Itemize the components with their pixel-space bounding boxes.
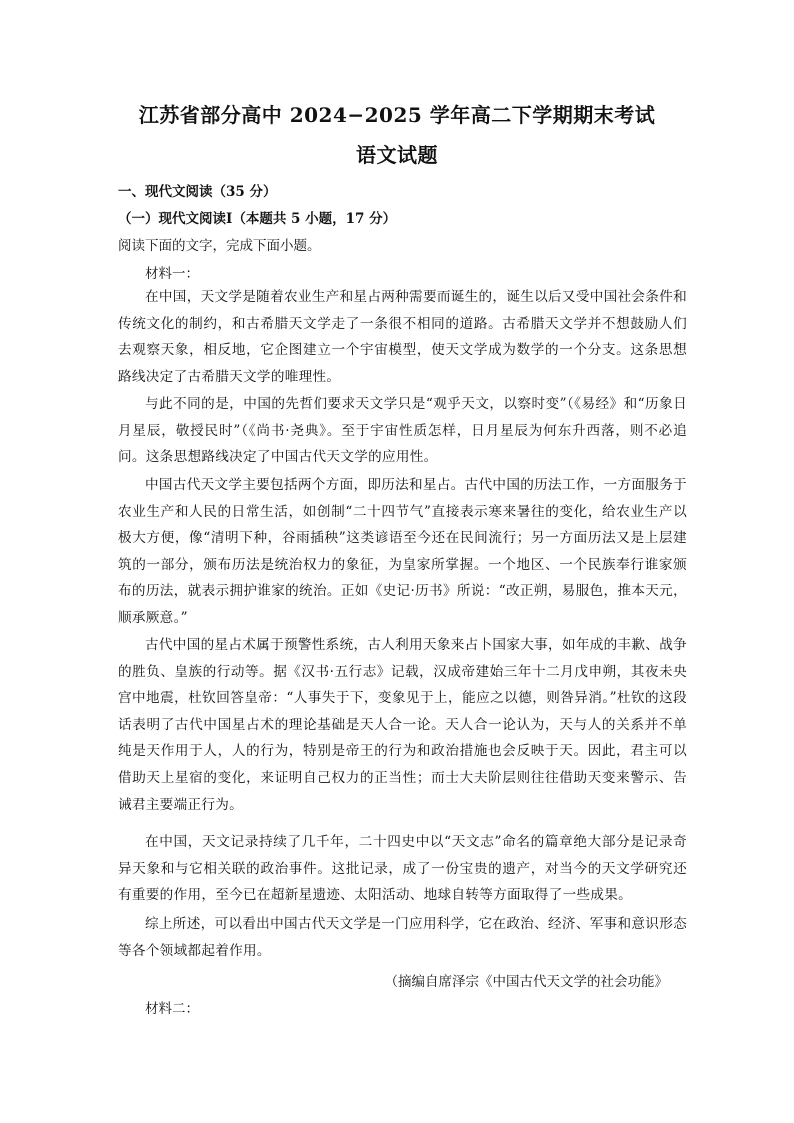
material-one-paragraph-1: 在中国，天文学是随着农业生产和星占两种需要而诞生的，诞生以后又受中国社会条件和传统文化的制约，和古希腊天文学走了一条很不相同的道路。古希腊天文学并不想鼓励人们去观察天象，相反地，它企图建立一个宇宙模型，使天文学成为数学的一个分支。这条思想路线决定了古希腊天文学的唯理性。 bbox=[118, 289, 687, 385]
material-one-paragraph-2: 与此不同的是，中国的先哲们要求天文学只是“观乎天文，以察时变”（《易经》和“历象日月星辰，敬授民时”（《尚书·尧典》。至于宇宙性质怎样，日月星辰为何东升西落，则不必追问。这条思想路线决定了中国古代天文学的应用性。 bbox=[118, 396, 687, 466]
material-one-paragraph-4: 古代中国的星占术属于预警性系统，古人利用天象来占卜国家大事，如年成的丰歉、战争的胜负、皇族的行动等。据《汉书·五行志》记载，汉成帝建始三年十二月戊申朔，其夜未央宫中地震，杜钦回答皇帝：“人事失于下，变象见于上，能应之以德，则咎异消。”杜钦的这段话表明了古代中国星占术的理论基础是天人合一论。天人合一论认为，天与人的关系并不单纯是天作用于人，人的行为，特别是帝王的行为和政治措施也会反映于天。因此，君主可以借助天上星宿的变化，来证明自己权力的正当性；而士大夫阶层则往往借助天变来警示、告诫君主要端正行为。 bbox=[118, 637, 687, 813]
material-one-source: （摘编自席泽宗《中国古代天文学的社会功能》 bbox=[384, 974, 668, 990]
material-one-paragraph-3: 中国古代天文学主要包括两个方面，即历法和星占。古代中国的历法工作，一方面服务于农业生产和人民的日常生活，如创制“二十四节气”直接表示寒来暑往的变化，给农业生产以极大方便，像“清明下种，谷雨插秧”这类谚语至今还在民间流行；另一方面历法又是上层建筑的一部分，颁布历法是统治权力的象征，为皇家所掌握。一个地区、一个民族奉行谁家颁布的历法，就表示拥护谁家的统治。正如《史记·历书》所说：“改正朔，易服色，推本天元，顺承厥意。” bbox=[118, 477, 687, 626]
subsection-heading: （一）现代文阅读Ⅰ（本题共 5 小题，17 分） bbox=[118, 211, 397, 227]
material-one-paragraph-6: 综上所述，可以看出中国古代天文学是一门应用科学，它在政治、经济、军事和意识形态等各个领域都起着作用。 bbox=[118, 916, 687, 959]
material-two-label: 材料二： bbox=[145, 1001, 199, 1017]
material-one-paragraph-5: 在中国，天文记录持续了几千年，二十四史中以“天文志”命名的篇章绝大部分是记录奇异天象和与它相关联的政治事件。这批记录，成了一份宝贵的遗产，对当今的天文学研究还有重要的作用，至今已在超新星遗迹、太阳活动、地球自转等方面取得了一些成果。 bbox=[118, 834, 687, 904]
section-heading: 一、现代文阅读（35 分） bbox=[118, 184, 277, 200]
exam-subtitle: 语文试题 bbox=[356, 143, 438, 167]
material-one-label: 材料一： bbox=[145, 266, 199, 282]
exam-title: 江苏省部分高中 2024−2025 学年高二下学期期末考试 bbox=[138, 103, 656, 127]
reading-instruction: 阅读下面的文字，完成下面小题。 bbox=[118, 238, 321, 254]
